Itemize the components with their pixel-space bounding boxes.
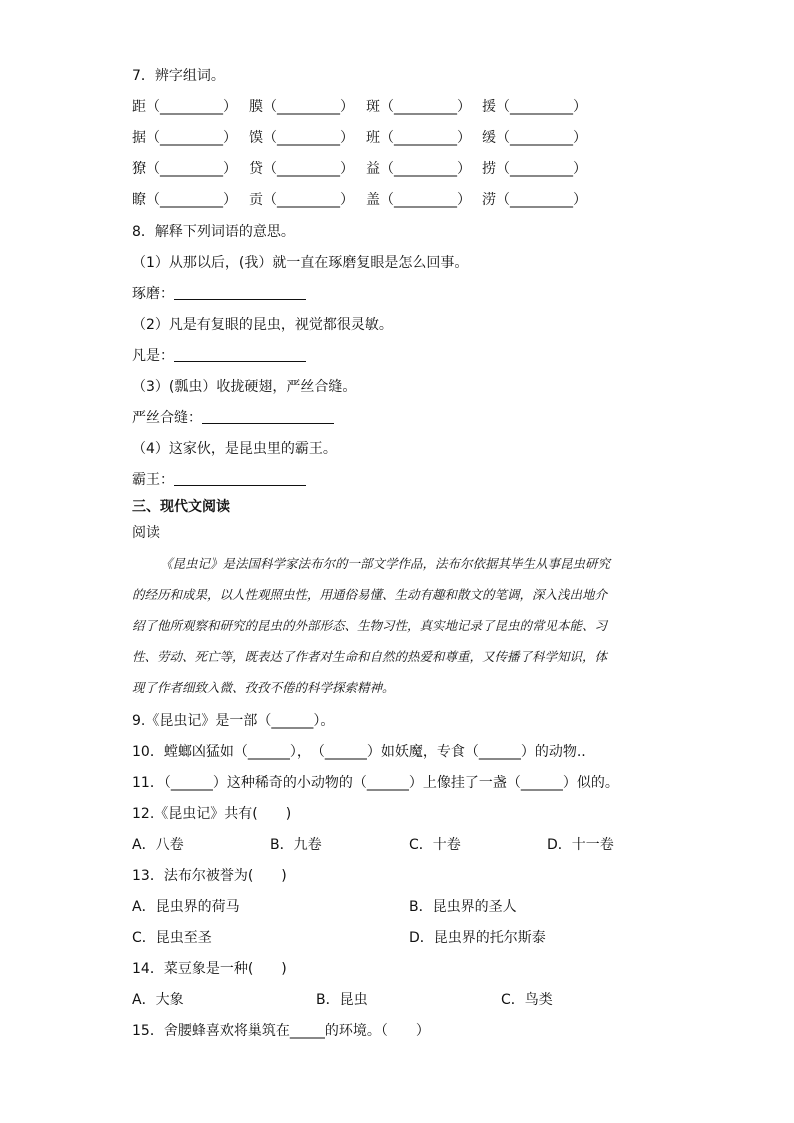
- q7-cell: 涝（_________）: [482, 192, 587, 208]
- q12-option-b[interactable]: B．九卷: [270, 837, 322, 853]
- q7-cell: 贡（_________）: [249, 192, 354, 208]
- q7-cell: 捞（_________）: [482, 161, 587, 177]
- q8-word-label: 琢磨：: [132, 286, 174, 302]
- q8-sentence: （3）(瓢虫）收拢硬翅，严丝合缝。: [132, 379, 357, 395]
- section-subheading: 阅读: [132, 525, 160, 541]
- q13-option-a[interactable]: A．昆虫界的荷马: [132, 899, 240, 915]
- q7-row-3: [132, 159, 612, 179]
- answer-line[interactable]: [174, 285, 306, 300]
- q12-option-c[interactable]: C．十卷: [409, 837, 461, 853]
- q7-cell: 盖（_________）: [366, 192, 471, 208]
- q14-stem: 14．菜豆象是一种( ): [132, 961, 287, 977]
- q8-sentence: （4）这家伙，是昆虫里的霸王。: [132, 441, 337, 457]
- q14-option-a[interactable]: A．大象: [132, 992, 184, 1008]
- q13-option-c[interactable]: C．昆虫至圣: [132, 930, 212, 946]
- q8-word-label: 霸王：: [132, 472, 174, 488]
- q8-answer-row: [132, 346, 306, 366]
- section-heading: 三、现代文阅读: [132, 499, 230, 515]
- q7-title: 7．辨字组词。: [132, 68, 225, 84]
- q8-answer-row: [132, 470, 306, 490]
- q15: 15．舍腰蜂喜欢将巢筑在_____的环境。（ ）: [132, 1023, 430, 1039]
- q13-stem: 13．法布尔被誉为( ): [132, 868, 287, 884]
- q9: 9.《昆虫记》是一部（______）。: [132, 713, 335, 729]
- q7-cell: 据（_________）: [132, 130, 237, 146]
- q7-row-4: [132, 190, 612, 210]
- passage-line: 绍了他所观察和研究的昆虫的外部形态、生物习性，真实地记录了昆虫的常见本能、习: [132, 618, 608, 633]
- q7-cell: 斑（_________）: [366, 99, 471, 115]
- q13-option-d[interactable]: D．昆虫界的托尔斯泰: [409, 930, 546, 946]
- passage-line: 的经历和成果，以人性观照虫性，用通俗易懂、生动有趣和散文的笔调，深入浅出地介: [132, 587, 608, 602]
- passage-line: 《昆虫记》是法国科学家法布尔的一部文学作品，法布尔依据其毕生从事昆虫研究: [160, 556, 611, 571]
- q7-row-1: [132, 97, 612, 117]
- q8-word-label: 凡是：: [132, 348, 174, 364]
- q8-answer-row: [132, 284, 306, 304]
- q14-option-c[interactable]: C．鸟类: [501, 992, 553, 1008]
- answer-line[interactable]: [174, 347, 306, 362]
- q12-option-d[interactable]: D．十一卷: [547, 837, 614, 853]
- q8-word-label: 严丝合缝：: [132, 410, 202, 426]
- q8-answer-row: [132, 408, 334, 428]
- q7-row-2: [132, 128, 612, 148]
- reading-passage: [132, 548, 662, 703]
- q8-title: 8．解释下列词语的意思。: [132, 224, 295, 240]
- q7-cell: 缓（_________）: [482, 130, 587, 146]
- q10: 10．螳螂凶猛如（______）， （______）如妖魔，专食（______）的动物..: [132, 744, 586, 760]
- q7-cell: 距（_________）: [132, 99, 237, 115]
- q12-option-a[interactable]: A．八卷: [132, 837, 184, 853]
- q7-cell: 瞭（_________）: [132, 192, 237, 208]
- answer-line[interactable]: [202, 409, 334, 424]
- answer-line[interactable]: [174, 471, 306, 486]
- q7-cell: 獠（_________）: [132, 161, 237, 177]
- q8-sentence: （1）从那以后，(我）就一直在琢磨复眼是怎么回事。: [132, 255, 469, 271]
- q7-cell: 膜（_________）: [249, 99, 354, 115]
- q7-cell: 益（_________）: [366, 161, 471, 177]
- passage-line: 现了作者细致入微、孜孜不倦的科学探索精神。: [132, 680, 395, 695]
- q7-cell: 馍（_________）: [249, 130, 354, 146]
- q7-cell: 班（_________）: [366, 130, 471, 146]
- q7-cell: 贷（_________）: [249, 161, 354, 177]
- q13-option-b[interactable]: B．昆虫界的圣人: [409, 899, 517, 915]
- passage-line: 性、劳动、死亡等，既表达了作者对生命和自然的热爱和尊重，又传播了科学知识，体: [132, 649, 608, 664]
- q11: 11．（______）这种稀奇的小动物的（______）上像挂了一盏（______）似的。: [132, 775, 619, 791]
- q12-stem: 12.《昆虫记》共有( ): [132, 806, 292, 822]
- q7-cell: 援（_________）: [482, 99, 587, 115]
- q8-sentence: （2）凡是有复眼的昆虫，视觉都很灵敏。: [132, 317, 393, 333]
- q14-option-b[interactable]: B．昆虫: [316, 992, 368, 1008]
